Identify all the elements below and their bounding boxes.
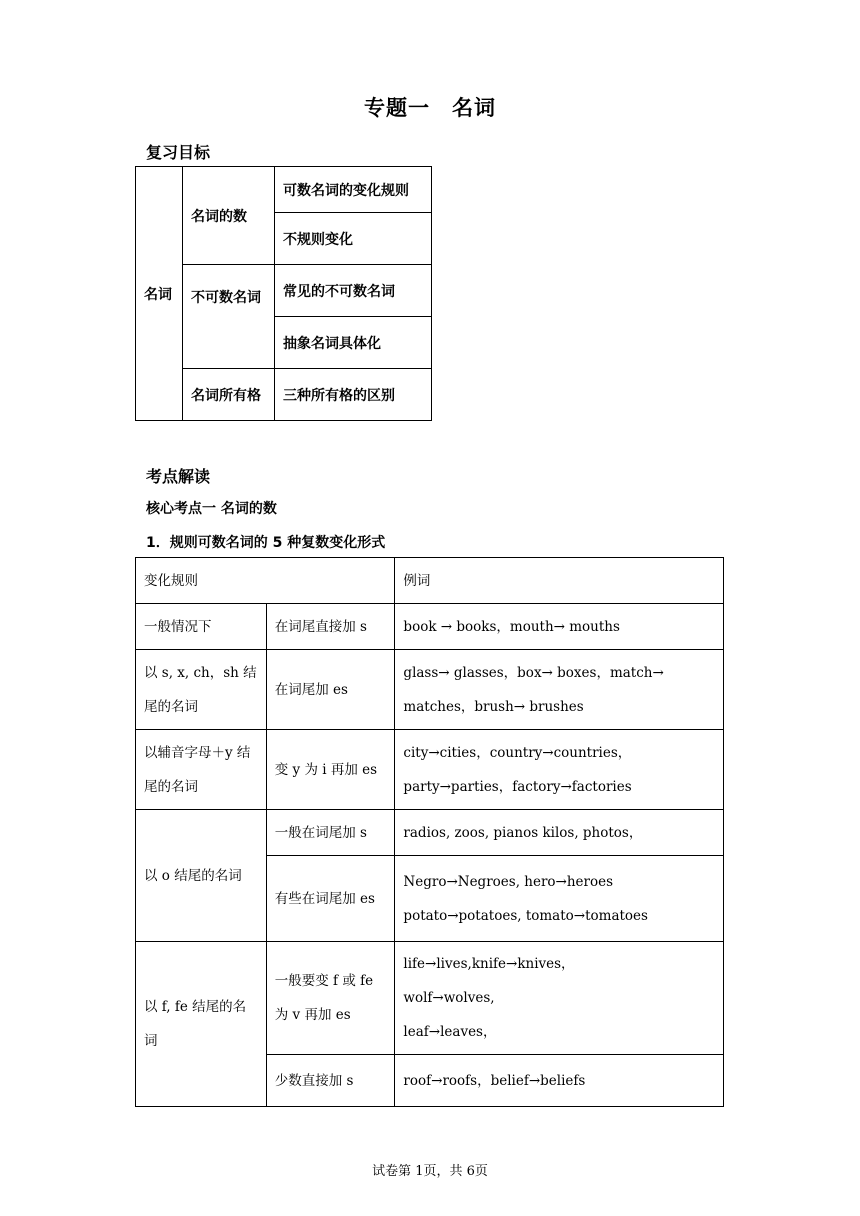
table-row	[136, 730, 724, 810]
core-point-heading: 核心考点一 名词的数	[146, 501, 277, 517]
table-row	[136, 942, 724, 1055]
table-row	[136, 650, 724, 730]
page-title: 专题一 名词	[364, 96, 496, 120]
action-cell: 一般要变 f 或 fe 为 v 再加 es	[266, 942, 395, 1055]
condition-cell: 一般情况下	[136, 604, 267, 650]
action-cell: 在词尾加 es	[266, 650, 395, 730]
review-group-cell: 名词所有格	[183, 369, 275, 421]
table-row	[136, 604, 724, 650]
example-cell: Negro→Negroes, hero→heroes potato→potatoes, tomato→tomatoes	[395, 856, 724, 942]
condition-cell: 以 f, fe 结尾的名词	[136, 942, 267, 1107]
review-table	[135, 166, 432, 421]
subheading: 1．规则可数名词的 5 种复数变化形式	[146, 535, 386, 551]
review-heading: 复习目标	[146, 143, 211, 162]
review-group-cell: 名词的数	[183, 167, 275, 265]
condition-cell: 以辅音字母＋y 结尾的名词	[136, 730, 267, 810]
rules-table	[135, 557, 724, 1107]
example-line: life→lives,knife→knives，	[403, 956, 575, 972]
condition-cell: 以 o 结尾的名词	[136, 810, 267, 942]
review-item-cell: 可数名词的变化规则	[275, 167, 432, 213]
example-cell: city→cities，country→countries，party→parties，factory→factories	[395, 730, 724, 810]
analysis-heading: 考点解读	[146, 467, 211, 486]
review-item-cell: 常见的不可数名词	[275, 265, 432, 317]
review-item-cell: 抽象名词具体化	[275, 317, 432, 369]
example-cell: glass→ glasses，box→ boxes，match→ matches，brush→ brushes	[395, 650, 724, 730]
example-cell: roof→roofs，belief→beliefs	[395, 1055, 724, 1107]
table-row	[136, 558, 724, 604]
header-example-cell: 例词	[395, 558, 724, 604]
header-rule-cell: 变化规则	[136, 558, 395, 604]
table-row	[136, 810, 724, 856]
action-cell: 少数直接加 s	[266, 1055, 395, 1107]
action-cell: 变 y 为 i 再加 es	[266, 730, 395, 810]
review-group-cell: 不可数名词	[183, 265, 275, 369]
example-line: wolf→wolves,	[403, 990, 495, 1006]
example-line: leaf→leaves，	[403, 1024, 497, 1040]
condition-cell: 以 s, x, ch，sh 结尾的名词	[136, 650, 267, 730]
example-cell: radios, zoos, pianos kilos, photos，	[395, 810, 724, 856]
page-footer: 试卷第 1页，共 6页	[372, 1164, 488, 1179]
action-cell: 有些在词尾加 es	[266, 856, 395, 942]
example-cell: book → books，mouth→ mouths	[395, 604, 724, 650]
action-cell: 在词尾直接加 s	[266, 604, 395, 650]
action-cell: 一般在词尾加 s	[266, 810, 395, 856]
example-cell	[395, 942, 724, 1055]
review-item-cell: 三种所有格的区别	[275, 369, 432, 421]
review-root-cell: 名词	[136, 167, 183, 421]
review-item-cell: 不规则变化	[275, 213, 432, 265]
